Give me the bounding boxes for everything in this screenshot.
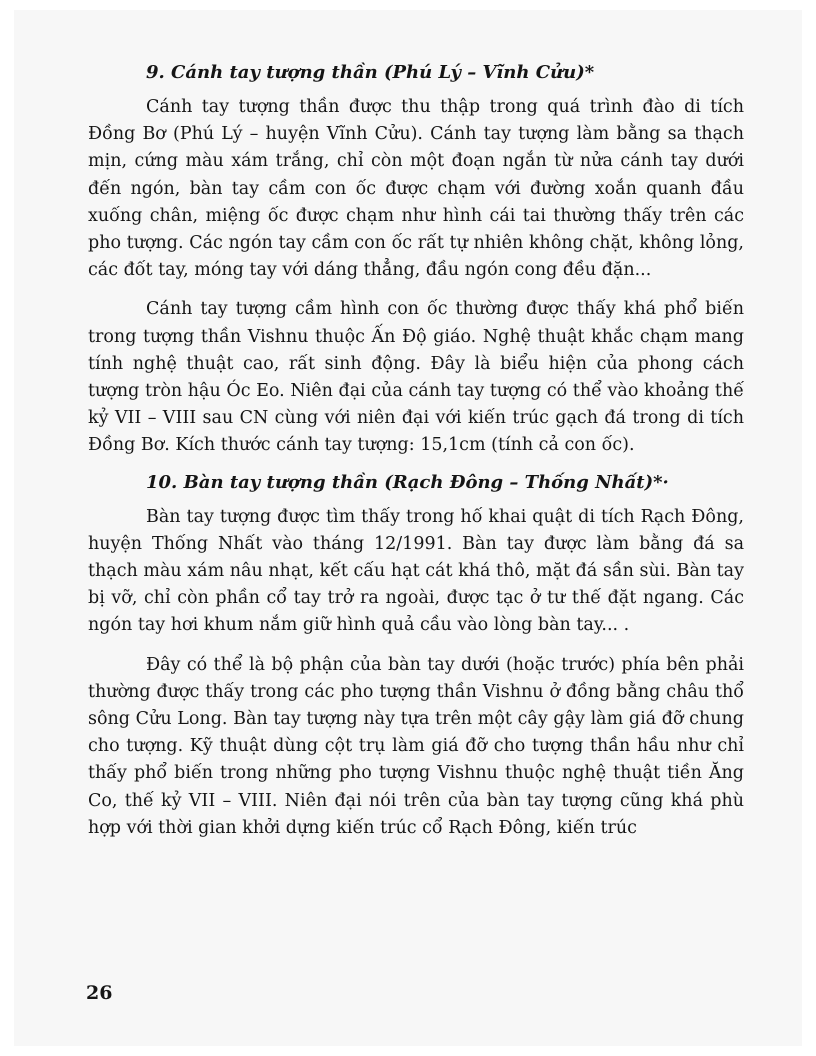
paragraph: Đây có thể là bộ phận của bàn tay dưới (hoặc trước) phía bên phải thường được thấy trong các pho tượng thần Vishnu ở đồng bằng châu thổ sông Cửu Long. Bàn tay tượng này tựa trên một cây gậy làm giá đỡ chung cho tượng. Kỹ thuật dùng cột trụ làm giá đỡ cho tượng thần hầu như chỉ thấy phổ biến trong những pho tượng Vishnu thuộc nghệ thuật tiền Ăng Co, thế kỷ VII – VIII. Niên đại nói trên của bàn tay tượng cũng khá phù hợp với thời gian khởi dựng kiến trúc cổ Rạch Đông, kiến trúc [88,654,744,838]
book-page [14,10,802,1046]
section-heading-10: 10. Bàn tay tượng thần (Rạch Đông – Thống Nhất)*· [146,471,669,493]
paragraph: Bàn tay tượng được tìm thấy trong hố khai quật di tích Rạch Đông, huyện Thống Nhất vào tháng 12/1991. Bàn tay được làm bằng đá sa thạch màu xám nâu nhạt, kết cấu hạt cát khá thô, mặt đá sần sùi. Bàn tay bị vỡ, chỉ còn phần cổ tay trở ra ngoài, được tạc ở tư thế đặt ngang. Các ngón tay hơi khum nắm giữ hình quả cầu vào lòng bàn tay... . [88,506,744,636]
paragraph: Cánh tay tượng cầm hình con ốc thường được thấy khá phổ biến trong tượng thần Vishnu thuộc Ấn Độ giáo. Nghệ thuật khắc chạm mang tính nghệ thuật cao, rất sinh động. Đây là biểu hiện của phong cách tượng tròn hậu Óc Eo. Niên đại của cánh tay tượng có thể vào khoảng thế kỷ VII – VIII sau CN cùng với niên đại với kiến trúc gạch đá trong di tích Đồng Bơ. Kích thước cánh tay tượng: 15,1cm (tính cả con ốc). [88,299,744,456]
page-content [88,60,744,842]
section-heading-9: 9. Cánh tay tượng thần (Phú Lý – Vĩnh Cửu)* [146,62,595,83]
page-number: 26 [86,982,113,1004]
paragraph: Cánh tay tượng thần được thu thập trong quá trình đào di tích Đồng Bơ (Phú Lý – huyện Vĩnh Cửu). Cánh tay tượng làm bằng sa thạch mịn, cứng màu xám trắng, chỉ còn một đoạn ngắn từ nửa cánh tay dưới đến ngón, bàn tay cầm con ốc được chạm với đường xoắn quanh đầu xuống chân, miệng ốc được chạm như hình cái tai thường thấy trên các pho tượng. Các ngón tay cầm con ốc rất tự nhiên không chặt, không lỏng, các đốt tay, móng tay với dáng thẳng, đầu ngón cong đều đặn... [88,97,744,281]
